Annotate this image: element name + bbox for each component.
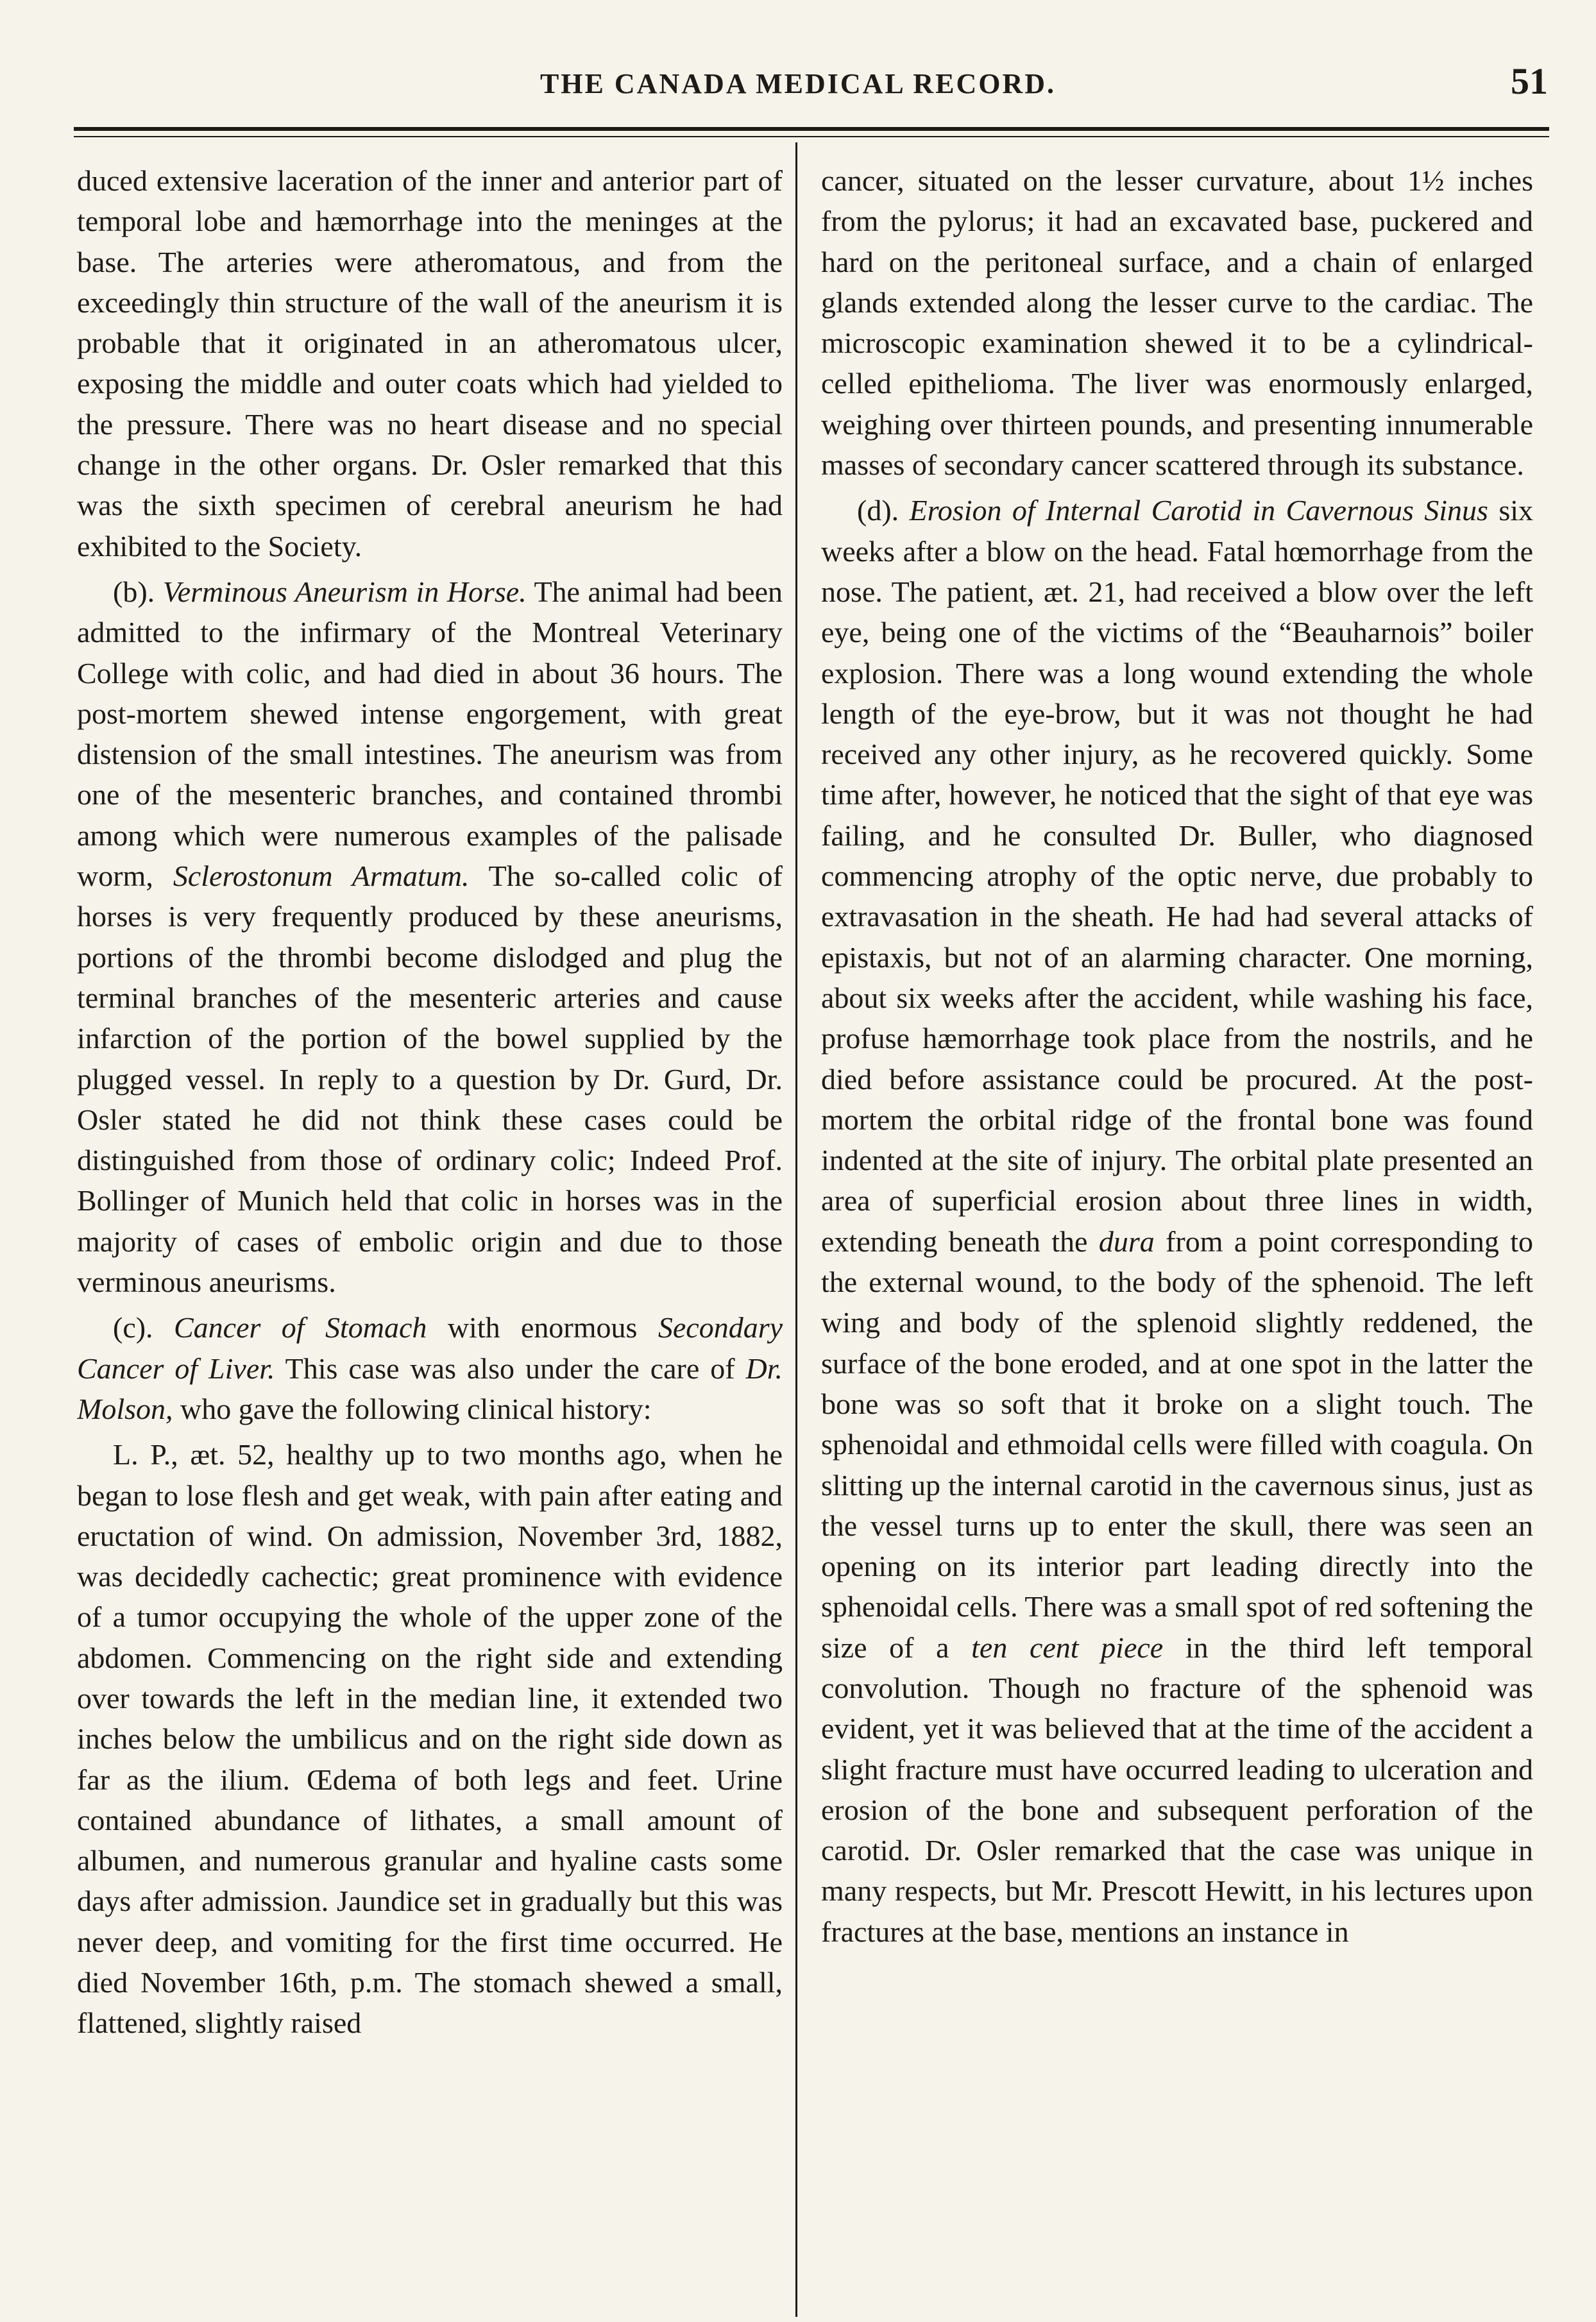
left-column [77,160,783,2309]
section-title: Cancer of Stomach [173,1311,427,1344]
section-title: Secondary Cancer of Liver. [77,1311,783,1385]
section-title: Verminous Aneurism in Horse. [162,575,527,608]
right-column [821,160,1533,2309]
latin-term: dura [1098,1225,1155,1258]
paragraph-text: L. P., æt. 52, healthy up to two months ago, when he began to lose flesh and get weak, with pain after eating and eructation of wind. On admission, November 3rd, 1882, was decidedly cachectic; great prominence with evidence of a tumor occupying the whole of the upper zone of the abdomen. Commencing on the right side and extending over towards the left in the median line, it extended two inches below the umbilicus and on the right side down as far as the ilium. Œdema of both legs and feet. Urine contained abundance of lithates, a small amount of albumen, and numerous granular and hyaline casts some days after admission. Jaundice set in gradually but this was never deep, and vomiting for the first time occurred. He died November 16th, p.m. The stomach shewed a small, flattened, slightly raised [77,1438,783,2040]
running-title: THE CANADA MEDICAL RECORD. [539,68,1057,99]
page-number: 51 [1511,60,1548,102]
paragraph [821,160,1533,485]
doctor-name: Dr. Molson, [77,1352,783,1425]
header-rule [74,127,1549,131]
species-name: Sclerostonum Armatum. [173,860,470,893]
section-title: Erosion of Internal Carotid in Cavernous Sinus [909,494,1488,527]
paragraph-text: This case was also under the care of [275,1352,746,1385]
paragraph-text: six weeks after a blow on the head. Fatal hœmorrhage from the nose. The patient, æt. 21, had received a blow over the left eye, being one of the victims of the “Beauharnois” boiler explosion. There was a long wound extending the whole length of the eye-brow, but it was not thought he had received any other injury, as he recovered quickly. Some time after, however, he noticed that the sight of that eye was failing, and he consulted Dr. Buller, who diagnosed commencing atrophy of the optic nerve, due probably to extravasation in the sheath. He had had several attacks of epistaxis, but not of an alarming character. One morning, about six weeks after the accident, while washing his face, profuse hæmorrhage took place from the nostrils, and he died before assistance could be procured. At the post-mortem the orbital ridge of the frontal bone was found indented at the site of injury. The orbital plate presented an area of superficial erosion about three lines in width, extending beneath the [821,494,1533,1258]
column-divider [795,142,797,2317]
italic-phrase: ten cent piece [971,1631,1164,1664]
paragraph-text: with enormous [427,1311,658,1344]
paragraph-text: cancer, situated on the lesser curvature, about 1½ inches from the pylorus; it had an excavated base, puckered and hard on the peritoneal surface, and a chain of enlarged glands extended along the lesser curve to the cardiac. The microscopic examination shewed it to be a cylindrical-celled epithelioma. The liver was enormously enlarged, weighing over thirteen pounds, and presenting innumerable masses of secondary cancer scattered through its substance. [821,164,1533,482]
paragraph-d [821,490,1533,1952]
section-label: (b). [113,575,155,608]
paragraph-text: duced extensive laceration of the inner and anterior part of temporal lobe and hæmorrhage into the meninges at the base. The arteries were atheromatous, and from the exceedingly thin structure of the wall of the aneurism it is probable that it originated in an atheromatous ulcer, exposing the middle and outer coats which had yielded to the pressure. There was no heart disease and no special change in the other organs. Dr. Osler remarked that this was the sixth specimen of cerebral aneurism he had exhibited to the Society. [77,164,783,563]
paragraph-text: from a point corresponding to the external wound, to the body of the sphenoid. The left wing and body of the splenoid slightly reddened, the surface of the bone eroded, and at one spot in the latter the bone was so soft that it broke on a slight touch. The sphenoidal and ethmoidal cells were filled with coagula. On slitting up the internal carotid in the cavernous sinus, just as the vessel turns up to enter the skull, there was seen an opening on its interior part leading directly into the sphenoidal cells. There was a small spot of red softening the size of a [821,1225,1533,1664]
paragraph-text: The so-called colic of horses is very frequently produced by these aneurisms, portions of the thrombi become dislodged and plug the terminal branches of the mesenteric arteries and cause infarction of the portion of the bowel supplied by the plugged vessel. In reply to a question by Dr. Gurd, Dr. Osler stated he did not think these cases could be distinguished from those of ordinary colic; Indeed Prof. Bollinger of Munich held that colic in horses was in the majority of cases of embolic origin and due to those verminous aneurisms. [77,860,783,1299]
section-label: (c). [113,1311,153,1344]
paragraph-b [77,572,783,1302]
header-rule-thin [74,136,1549,137]
section-label: (d). [857,494,899,527]
paragraph-text: The animal had been admitted to the infirmary of the Montreal Veterinary College with colic, and had died in about 36 hours. The post-mortem shewed intense engorgement, with great distension of the small intestines. The aneurism was from one of the mesenteric branches, and contained thrombi among which were numerous examples of the palisade worm, [77,575,783,893]
page-header [0,55,1596,106]
paragraph-c [77,1307,783,1429]
paragraph [77,160,783,566]
paragraph-text: who gave the following clinical history: [173,1392,652,1425]
paragraph-text: in the third left temporal convolution. Though no fracture of the sphenoid was evident, yet it was believed that at the time of the accident a slight fracture must have occurred leading to ulceration and erosion of the bone and subsequent perforation of the carotid. Dr. Osler remarked that the case was unique in many respects, but Mr. Prescott Hewitt, in his lectures upon fractures at the base, mentions an instance in [821,1631,1533,1948]
paragraph-case-history [77,1434,783,2043]
